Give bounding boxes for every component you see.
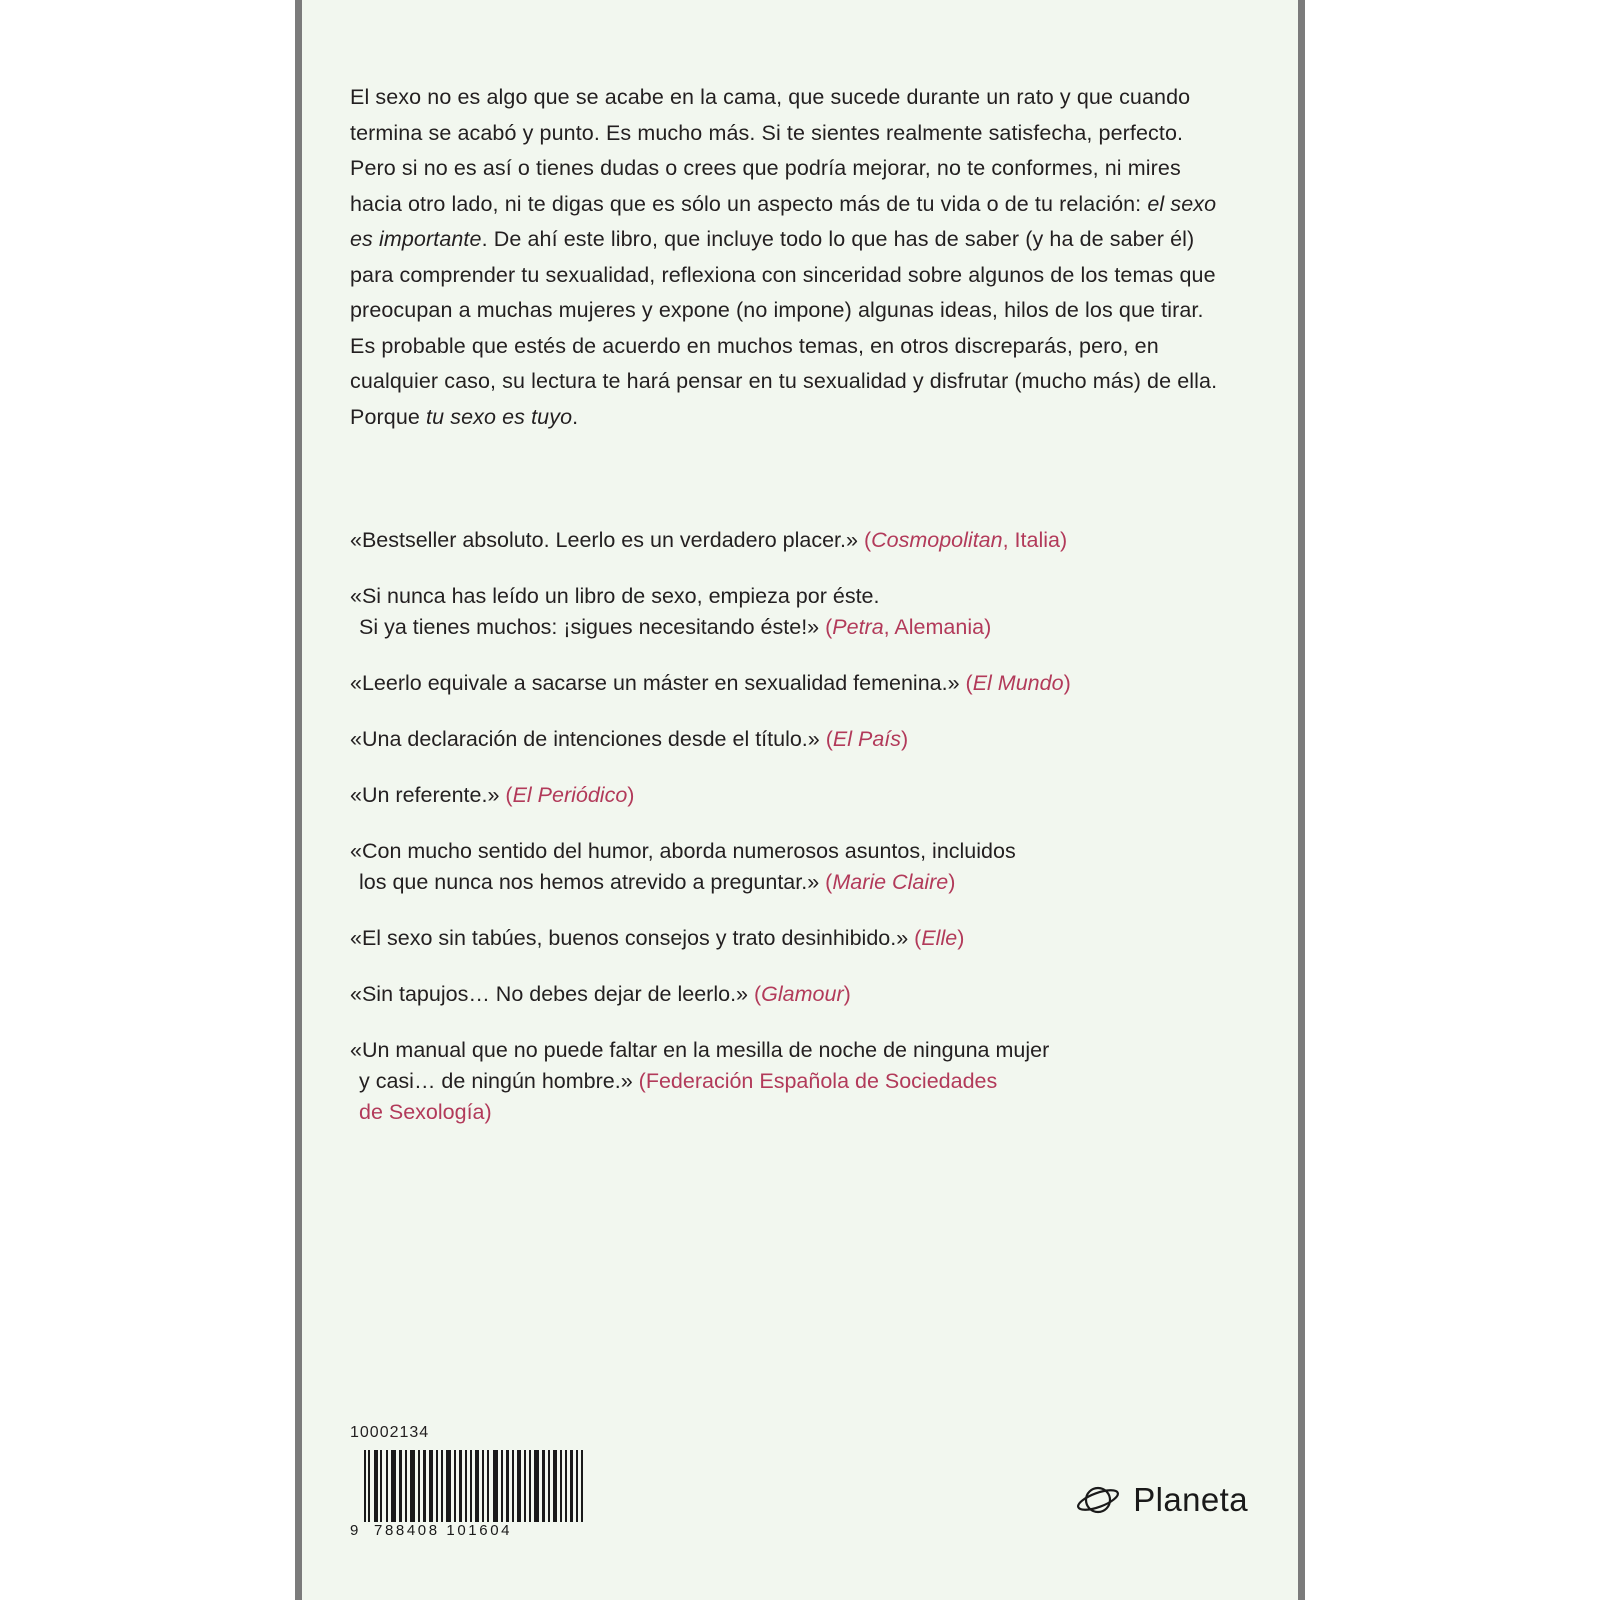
blurb-paragraph-2: Es probable que estés de acuerdo en muchos temas, en otros discreparás, pero, en cualquier caso, su lectura te hará pensar en tu sexualidad y disfrutar (mucho más) de ella. Porque tu sexo es tuyo.: [350, 333, 1218, 429]
quote-text: «Bestseller absoluto. Leerlo es un verdadero placer.»: [350, 528, 858, 552]
quote-source: (Cosmopolitan, Italia): [863, 528, 1068, 552]
quote-text: «Una declaración de intenciones desde el título.»: [350, 727, 820, 751]
quote-text: «Un manual que no puede faltar en la mesilla de noche de ninguna mujer: [350, 1038, 1050, 1062]
blurb-emphasis-2: tu sexo es tuyo: [426, 404, 573, 429]
quote-source-rest: ): [948, 870, 956, 894]
quote-text: «El sexo sin tabúes, buenos consejos y trato desinhibido.»: [350, 926, 909, 950]
blurb-emphasis-1: el sexo es importante: [350, 191, 1217, 251]
quote-text-line-2: [350, 1066, 1250, 1097]
quote-source: (Marie Claire): [825, 870, 956, 894]
quote-source: (Glamour): [754, 982, 851, 1006]
quote-source-name: Glamour: [761, 982, 844, 1006]
quote-source-rest: ): [901, 727, 909, 751]
press-quote: [350, 836, 1250, 898]
quote-source-name: Petra: [832, 615, 884, 639]
blurb-paragraph-1: El sexo no es algo que se acabe en la cama, que sucede durante un rato y que cuando termina se acabó y punto. Es mucho más. Si te sientes realmente satisfecha, perfecto. Pero si no es así o tienes dudas o crees que podría mejorar, no te conformes, ni mires hacia otro lado, ni te digas que es sólo un aspecto más de tu vida o de tu relación: el sexo es importante. De ahí este libro, que incluye todo lo que has de saber (y ha de saber él) para comprender tu sexualidad, reflexiona con sinceridad sobre algunos de los temas que preocupan a muchas mujeres y expone (no impone) algunas ideas, hilos de los que tirar.: [350, 85, 1217, 322]
quote-source-rest: , Italia): [1002, 528, 1068, 552]
quote-source-line-3: de Sexología): [359, 1100, 492, 1124]
press-quote: [350, 724, 1250, 755]
quote-source-rest: ): [627, 783, 635, 807]
quote-source: (Federación Española de Sociedades: [638, 1069, 998, 1093]
quote-text: «Sin tapujos… No debes dejar de leerlo.»: [350, 982, 749, 1006]
blurb-text: [350, 80, 1230, 435]
quote-source: (El País): [825, 727, 909, 751]
quote-text-line-2: [350, 867, 1250, 898]
barcode-block: [350, 1424, 650, 1538]
publisher-logo: [1076, 1478, 1248, 1522]
press-quote: [350, 581, 1250, 643]
barcode-image: [350, 1450, 598, 1538]
quote-source-name: El Mundo: [972, 671, 1064, 695]
press-quote: [350, 923, 1250, 954]
press-quote: [350, 1035, 1250, 1128]
quote-source-name: Cosmopolitan: [871, 528, 1003, 552]
quote-source-rest: ): [957, 926, 965, 950]
quote-text: «Leerlo equivale a sacarse un máster en sexualidad femenina.»: [350, 671, 960, 695]
press-quote: [350, 979, 1250, 1010]
quote-text: «Con mucho sentido del humor, aborda numerosos asuntos, incluidos: [350, 839, 1016, 863]
internal-code: 10002134: [350, 1424, 430, 1441]
quote-source: (El Mundo): [965, 671, 1071, 695]
quote-text-continued: y casi… de ningún hombre.»: [359, 1069, 639, 1093]
quote-source-name: Marie Claire: [832, 870, 949, 894]
publisher-name: Planeta: [1133, 1481, 1248, 1518]
book-back-cover: [295, 0, 1305, 1600]
quote-source-name: El País: [832, 727, 902, 751]
quote-source-name: Elle: [921, 926, 958, 950]
quote-source-rest: ): [1063, 671, 1071, 695]
quote-source: (Elle): [914, 926, 965, 950]
quote-text-continued: Si ya tienes muchos: ¡sigues necesitando éste!»: [359, 615, 820, 639]
quote-source: (Petra, Alemania): [825, 615, 992, 639]
barcode-lead-digit: 9: [350, 1522, 361, 1539]
planet-icon: [1076, 1478, 1120, 1522]
quote-source: (El Periódico): [505, 783, 635, 807]
press-quote: [350, 780, 1250, 811]
quote-text: «Si nunca has leído un libro de sexo, empieza por éste.: [350, 584, 880, 608]
quote-text: «Un referente.»: [350, 783, 500, 807]
quote-source-name: El Periódico: [512, 783, 628, 807]
quote-text-continued: los que nunca nos hemos atrevido a preguntar.»: [359, 870, 820, 894]
quote-text-line-2: [350, 612, 1250, 643]
barcode-bars: [364, 1450, 586, 1522]
cover-content: [350, 0, 1262, 1600]
press-quotes-list: [350, 525, 1250, 1153]
press-quote: [350, 525, 1250, 556]
barcode-main-digits: 788408 101604: [374, 1522, 513, 1539]
quote-source-rest: , Alemania): [883, 615, 992, 639]
press-quote: [350, 668, 1250, 699]
quote-source-rest: ): [843, 982, 851, 1006]
